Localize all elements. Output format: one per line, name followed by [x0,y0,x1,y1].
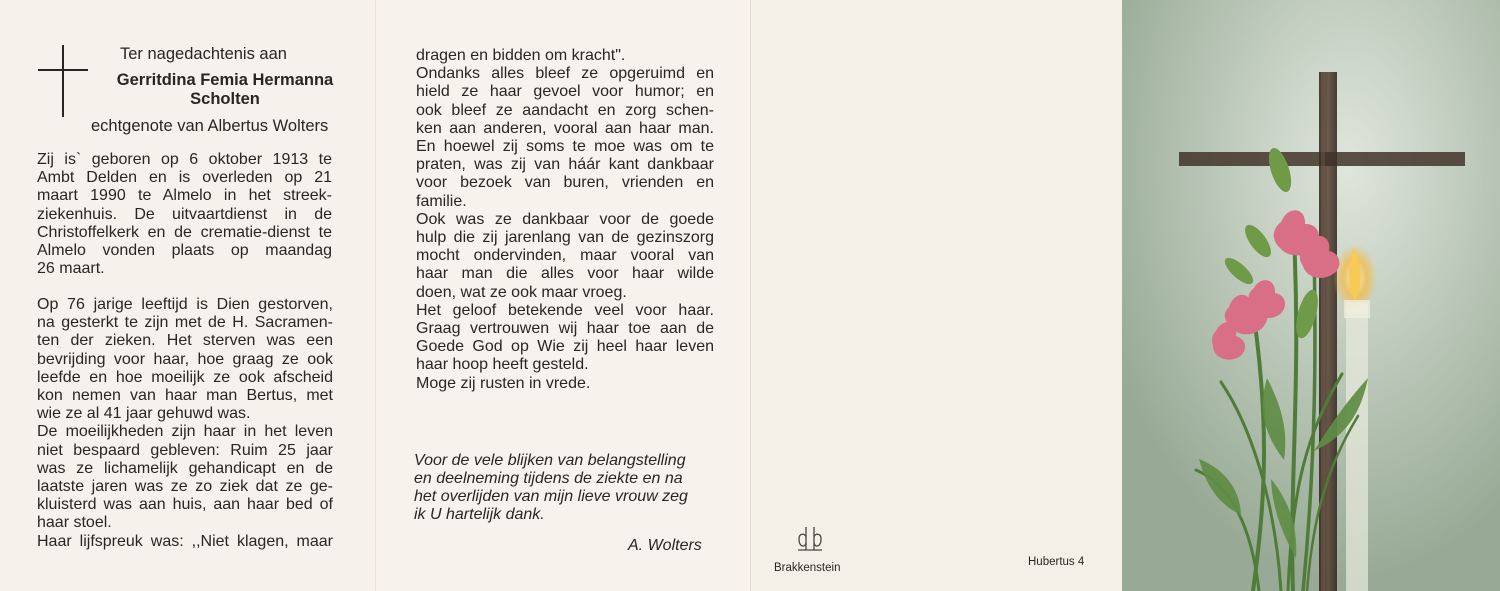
biography-line: ten der zieken. Het sterven was een [37,332,333,350]
cross-horizontal-line [38,69,88,71]
memorial-line: doen, wat ze ook maar vroeg. [416,283,627,301]
deceased-name-line-2: Scholten [190,90,260,108]
memorial-line: praten, was zij van háár kant dankbaar [416,156,714,174]
biography-line: kluisterd was aan huis, aan haar bed of [37,496,333,514]
biography-line: bevrijding voor haar, hoe graag ze ook [37,350,333,368]
back-panel [750,0,1123,591]
biography-paragraph-1 [37,151,332,278]
biography-line: Christoffelkerk en de crematie-dienst te [37,223,332,241]
memorial-line: Graag vertrouwen wij haar toe aan de [416,320,714,338]
biography-line: Zij is` geboren op 6 oktober 1913 te [37,151,332,168]
memorial-line: haar man die alles voor haar wilde [416,265,714,283]
biography-line: maart 1990 te Almelo in het streek- [37,187,332,205]
biography-line: wie ze al 41 jaar gehuwd was. [37,405,251,423]
memorial-line: Moge zij rusten in vrede. [416,374,591,392]
biography-line: kon nemen van haar man Bertus, met [37,387,333,405]
gratitude-line: Voor de vele blijken van belangstelling [414,452,686,469]
memorial-line: haar hoop heeft gesteld. [416,356,589,374]
gratitude-line: ik U hartelijk dank. [414,506,545,523]
biography-line: leefde en hoe moeilijk ze ook afscheid [37,368,333,386]
biography-line: na gesterkt te zijn met de H. Sacramen- [37,314,333,332]
memorial-line: Goede God op Wie zij heel haar leven [416,338,714,356]
memorial-line: hulp die zij jarenlang van de gezinszorg [416,229,714,247]
deceased-name [95,71,355,109]
biography-line: ziekenhuis. De uitvaartdienst in de [37,205,332,223]
biography-line: niet bespaard gebleven: Ruim 25 jaar [37,441,333,459]
memorial-line: hield ze haar gevoel voor humor; en [416,83,714,101]
remembrance-line: Ter nagedachtenis aan [120,45,287,63]
cross-flower-candle-photo [1122,0,1500,591]
publisher-name: Brakkenstein [774,562,841,574]
biography-line: Op 76 jarige leeftijd is Dien gestorven, [37,296,333,313]
card-code: Hubertus 4 [1028,556,1085,568]
biography-line: Haar lijfspreuk was: ,,Niet klagen, maar [37,532,333,550]
memorial-line: mocht ondervinden, maar vooral van [416,247,714,265]
memorial-line: dragen en bidden om kracht". [416,47,626,64]
gratitude-line: het overlijden van mijn lieve vrouw zeg [414,488,688,505]
biography-line: laatste jaren was ze zo ziek dat ze ge- [37,478,333,496]
memorial-line: En hoewel zij soms te moe was om te [416,138,714,156]
memorial-line: familie. [416,192,467,210]
biography-paragraph-2 [37,296,333,551]
biography-line: 26 maart. [37,260,105,278]
gratitude-line: en deelneming tijdens de ziekte en na [414,470,683,487]
deceased-name-line-1: Gerritdina Femia Hermanna [116,71,334,89]
signature: A. Wolters [628,537,702,554]
memorial-line: Ondanks alles bleef ze opgeruimd en [416,65,714,83]
biography-line: Ambt Delden en is overleden op 21 [37,169,332,187]
memorial-paragraph [416,47,714,393]
cross-vertical-line [62,45,64,117]
memorial-line: ook bleef ze aandacht en zorg schen- [416,101,714,119]
biography-line: was ze lichamelijk gehandicapt en de [37,459,333,477]
memorial-line: voor bezoek van buren, vrienden en [416,174,714,192]
photo-panel [1122,0,1500,591]
biography-line: haar stoel. [37,514,112,532]
brakkenstein-logo-icon [795,525,825,553]
memorial-line: ken aan anderen, vooral aan haar man. [416,119,714,137]
biography-line: Almelo vonden plaats op maandag [37,242,332,260]
memorial-line: Het geloof betekende veel voor haar. [416,301,714,319]
continued-text-panel [375,0,751,591]
biography-line: De moeilijkheden zijn haar in het leven [37,423,333,441]
gratitude-note [414,452,714,524]
cross-icon [38,45,88,117]
front-text-panel [0,0,375,591]
spouse-line: echtgenote van Albertus Wolters [91,117,329,135]
memorial-line: Ook was ze dankbaar voor de goede [416,210,714,228]
